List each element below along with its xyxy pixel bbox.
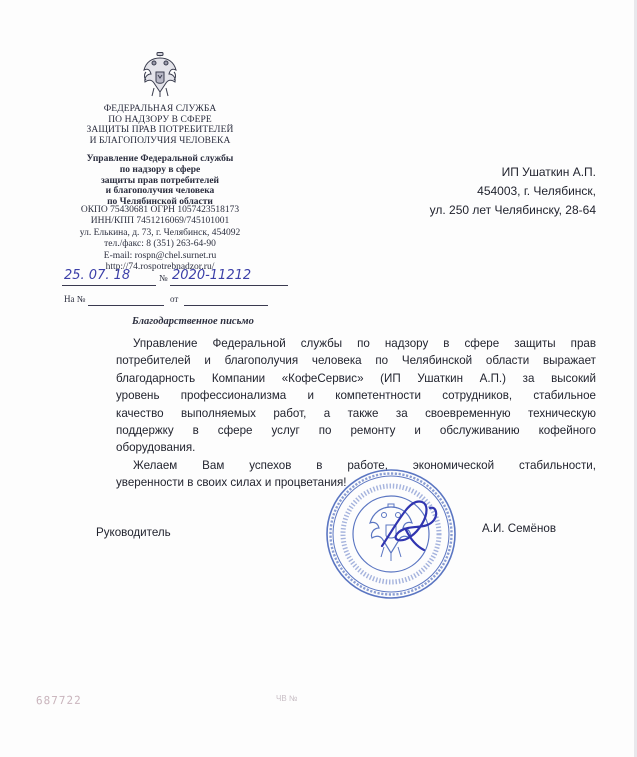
date-underline (62, 285, 156, 286)
russian-coat-of-arms-icon (140, 52, 180, 98)
ref-number-underline (88, 305, 164, 306)
agency-email: E-mail: rospn@chel.surnet.ru (103, 250, 217, 261)
agency-address: ул. Елькина, д. 73, г. Челябинск, 454092 (79, 227, 241, 238)
agency-contacts (62, 205, 258, 273)
body-line: поддержку в сфере услуг по ремонту и обслуживанию кофейного (116, 424, 596, 438)
agency-website: http://74.rospotrebnadzor.ru/ (105, 262, 215, 273)
regional-line: по Челябинской области (107, 197, 213, 208)
ref-prefix: На № (64, 294, 86, 304)
agency-line: ПО НАДЗОРУ В СФЕРЕ (108, 114, 212, 125)
number-underline (170, 285, 288, 286)
body-line: потребителей и благополучия человека по Челябинской области выражает (116, 354, 596, 368)
tax-codes: ИНН/КПП 7451216069/745101001 (90, 216, 230, 227)
agency-line: ФЕДЕРАЛЬНАЯ СЛУЖБА (103, 104, 217, 114)
body-line: уверенности в своих силах и процветания! (116, 476, 347, 490)
ref-date-underline (184, 305, 268, 306)
form-code: ЧВ № (276, 694, 298, 703)
outgoing-date-number (62, 270, 292, 286)
letter-subject: Благодарственное письмо (132, 316, 254, 327)
regional-department (70, 154, 250, 208)
registration-codes: ОКПО 75430681 ОГРН 1057423518173 (80, 205, 240, 215)
body-line: Желаем Вам успехов в работе, экономической стабильности, (133, 458, 596, 472)
agency-line: И БЛАГОПОЛУЧИЯ ЧЕЛОВЕКА (89, 135, 231, 146)
recipient-name: ИП Ушаткин А.П. (501, 165, 596, 179)
handwritten-date: 25. 07. 18 (64, 268, 131, 283)
number-label: № (159, 273, 168, 283)
body-line: качество выполняемых работ, а также за своевременную техническую (116, 406, 596, 420)
body-line: оборудования. (116, 441, 196, 455)
recipient-address (360, 163, 596, 220)
signer-name: А.И. Семёнов (482, 522, 556, 535)
ref-from: от (170, 294, 179, 304)
reference-line (62, 292, 292, 306)
recipient-street: ул. 250 лет Челябинску, 28-64 (429, 203, 596, 217)
recipient-city: 454003, г. Челябинск, (477, 184, 596, 198)
signer-title: Руководитель (96, 526, 171, 539)
form-serial-number: 687722 (35, 693, 82, 708)
regional-line: защиты прав потребителей (100, 175, 220, 186)
body-line: Управление Федеральной службы по надзору в сфере защиты прав (133, 337, 596, 350)
handwritten-number: 2020-11212 (172, 268, 252, 283)
agency-name (62, 104, 258, 146)
agency-phone: тел./факс: 8 (351) 263-64-90 (104, 239, 216, 250)
regional-line: Управление Федеральной службы (86, 154, 234, 164)
regional-line: по надзору в сфере (119, 164, 201, 175)
agency-line: ЗАЩИТЫ ПРАВ ПОТРЕБИТЕЛЕЙ (86, 125, 234, 135)
body-line: благодарность Компании «КофеСервис» (ИП Ушаткин А.П.) за высокий (116, 371, 596, 385)
regional-line: и благополучия человека (105, 186, 215, 197)
handwritten-signature-icon (376, 490, 446, 560)
body-line: уровень профессионализма и компетентности сотрудников, стабильное (116, 389, 596, 403)
